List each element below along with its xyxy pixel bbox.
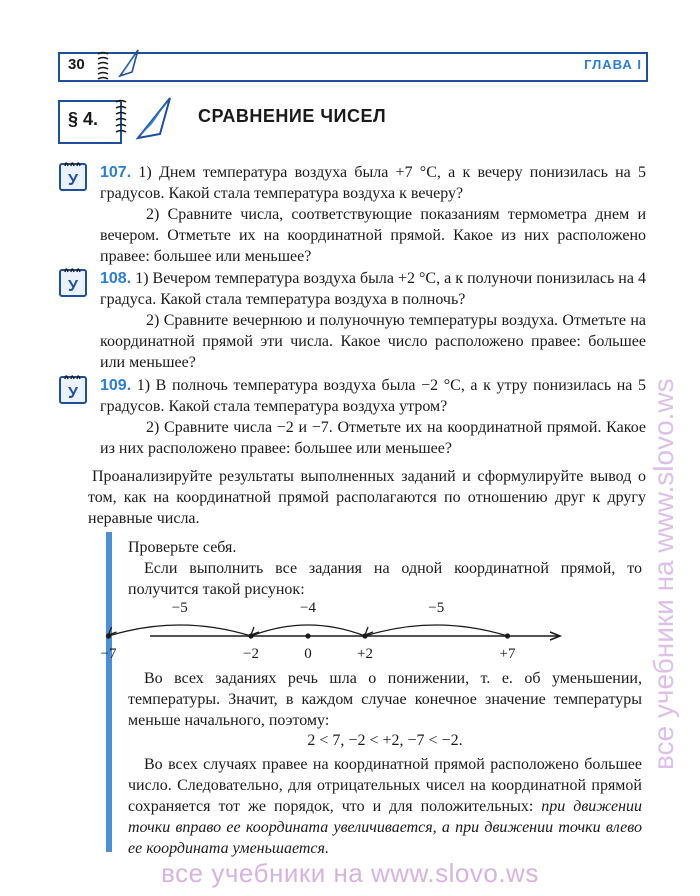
page-header (58, 52, 648, 82)
spiral-binding-icon (114, 96, 128, 140)
number-line-point (362, 633, 367, 638)
task-107 (100, 162, 646, 267)
svg-text:У: У (68, 385, 78, 402)
task-number: 109. (100, 377, 132, 394)
number-line-point (106, 633, 111, 638)
number-line-point (305, 633, 310, 638)
section-number-box (58, 100, 122, 144)
task-part1: 1) В полночь температура воздуха была −2 °С, а к утру понизилась на 5 градусов. Какой стала температура воздуха утром? (100, 377, 646, 415)
task-number: 108. (100, 270, 132, 287)
number-line-arc-label: −5 (428, 600, 445, 616)
task-part2: 2) Сравните числа, соответствующие показаниям термометра днем и вечером. Отметьте их на координатной прямой. Какое из них расположено правее: большее или меньшее? (100, 206, 646, 265)
number-line-tick-label: 0 (304, 646, 312, 662)
spiral-binding-icon (96, 50, 110, 82)
check-paragraph-1 (128, 668, 642, 731)
notepad-u-icon (58, 264, 90, 298)
notepad-u-icon (58, 158, 90, 192)
check-block-bar (106, 532, 112, 852)
task-part2: 2) Сравните вечернюю и полуночную температуры воздуха. Отметьте на координатной прямой эти числа. Какое число расположено правее: большее или меньшее? (100, 312, 646, 371)
number-line-tick-label: +2 (357, 646, 373, 662)
number-line-tick-label: −2 (243, 646, 259, 662)
analysis-paragraph: Проанализируйте результаты выполненных заданий и сформулируйте вывод о том, как на координатной прямой располагаются по отношению друг к другу неравные числа. (88, 468, 646, 527)
inequalities-formula: 2 < 7, −2 < +2, −7 < −2. (307, 732, 463, 749)
task-number: 107. (100, 164, 132, 181)
number-line-arc (365, 625, 508, 636)
check-paragraph-2 (128, 754, 642, 859)
task-108 (100, 268, 646, 373)
check-para2-text: Во всех случаях правее на координатной прямой расположено большее число. Следовательно, для отрицательных чисел на координатной прямой сохраняется тот же порядок, что и для положительных: (128, 756, 642, 815)
notepad-u-icon (58, 371, 90, 405)
svg-text:У: У (68, 172, 78, 189)
number-line-point (248, 633, 253, 638)
section-number: § 4. (68, 109, 99, 129)
chapter-label: ГЛАВА I (584, 57, 642, 72)
check-intro-text: Если выполнить все задания на одной координатной прямой, то получится такой рисунок: (128, 560, 642, 598)
section-title: СРАВНЕНИЕ ЧИСЕЛ (198, 106, 387, 126)
check-heading: Проверьте себя. (128, 539, 237, 556)
number-line-arc (109, 625, 252, 636)
task-part2: 2) Сравните числа −2 и −7. Отметьте их на координатной прямой. Какое из них расположено правее: большее или меньшее? (100, 419, 646, 457)
check-para2-italic: при движении точки вправо ее координата увеличивается, а при движении точки влево ее координата уменьшается. (128, 798, 642, 857)
number-line-arc-label: −5 (171, 600, 188, 616)
task-109 (100, 375, 646, 459)
number-line-arc-label: −4 (300, 600, 316, 616)
watermark-side: все учебники на www.slovo.ws (648, 378, 679, 770)
number-line (100, 596, 648, 666)
number-line-point (505, 633, 510, 638)
pennant-icon (116, 46, 142, 80)
pennant-icon (134, 94, 174, 144)
watermark-bottom: все учебники на www.slovo.ws (161, 858, 539, 888)
task-part1: 1) Днем температура воздуха была +7 °С, а к вечеру понизилась на 5 градусов. Какой стала температура воздуха к вечеру? (100, 164, 647, 202)
number-line-tick-label: +7 (499, 646, 516, 662)
check-intro (128, 537, 642, 600)
task-part1: 1) Вечером температура воздуха была +2 °С, а к полуночи понизилась на 4 градуса. Какой стала температура воздуха в полночь? (100, 270, 647, 308)
check-para1-text: Во всех заданиях речь шла о понижении, т. е. об уменьшении, температуры. Значит, в каждом случае конечное значение температуры меньше начального, поэтому: (128, 670, 642, 729)
svg-text:У: У (68, 278, 78, 295)
number-line-tick-label: −7 (100, 646, 117, 662)
page-number: 30 (68, 56, 85, 73)
